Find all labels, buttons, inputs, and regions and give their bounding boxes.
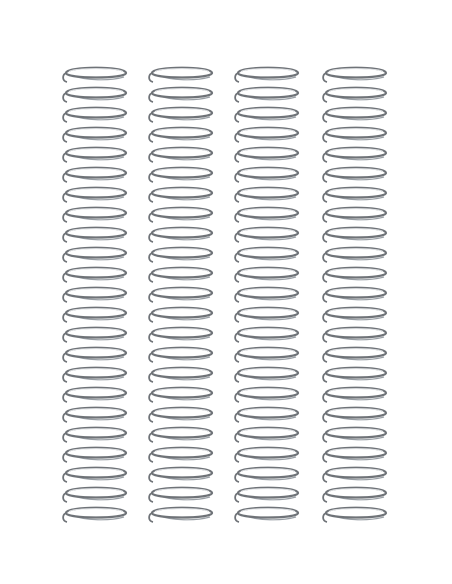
wire-loop (323, 468, 386, 482)
wire-loop (63, 248, 126, 262)
wire-loop (149, 208, 212, 222)
wire-loop (323, 368, 386, 382)
wire-loop (235, 268, 298, 282)
wire-loop (149, 408, 212, 422)
wire-loop (235, 168, 298, 182)
wire-loop (63, 168, 126, 182)
wire-spine-1 (63, 68, 126, 522)
wire-loop (235, 208, 298, 222)
wire-loop (323, 388, 386, 402)
wire-loop (149, 428, 212, 442)
wire-loop (149, 188, 212, 202)
wire-loop (63, 508, 126, 522)
wire-loop (235, 228, 298, 242)
wire-loop (149, 248, 212, 262)
wire-loop (63, 388, 126, 402)
wire-loop (149, 328, 212, 342)
wire-loop (149, 348, 212, 362)
wire-loop (323, 248, 386, 262)
wire-loop (323, 508, 386, 522)
wire-loop (63, 448, 126, 462)
wire-loop (63, 348, 126, 362)
wire-loop (323, 488, 386, 502)
wire-loop (63, 288, 126, 302)
wire-loop (323, 128, 386, 142)
wire-loop (149, 148, 212, 162)
wire-loop (63, 108, 126, 122)
wire-loop (235, 288, 298, 302)
wire-loop (323, 408, 386, 422)
wire-loop (235, 248, 298, 262)
wire-loop (235, 368, 298, 382)
wire-loop (63, 468, 126, 482)
wire-loop (63, 148, 126, 162)
wire-loop (63, 208, 126, 222)
wire-loop (235, 148, 298, 162)
wire-loop (323, 288, 386, 302)
wire-loop (149, 108, 212, 122)
wire-loop (323, 188, 386, 202)
wire-loop (149, 468, 212, 482)
wire-spine-2 (149, 68, 212, 522)
wire-loop (63, 368, 126, 382)
wire-loop (323, 148, 386, 162)
wire-loop (323, 208, 386, 222)
wire-loop (235, 348, 298, 362)
wire-loop (149, 168, 212, 182)
wire-loop (149, 288, 212, 302)
wire-loop (63, 488, 126, 502)
wire-loop (63, 128, 126, 142)
wire-loop (149, 68, 212, 82)
wire-loop (63, 408, 126, 422)
wire-loop (235, 388, 298, 402)
wire-loop (323, 348, 386, 362)
wire-loop (63, 308, 126, 322)
wire-loop (149, 488, 212, 502)
wire-loop (235, 68, 298, 82)
wire-loop (323, 448, 386, 462)
wire-loop (323, 428, 386, 442)
wire-loop (235, 428, 298, 442)
wire-loop (63, 268, 126, 282)
wire-loop (235, 88, 298, 102)
wire-loop (149, 268, 212, 282)
wire-loop (149, 308, 212, 322)
wire-loop (149, 448, 212, 462)
wire-loop (235, 108, 298, 122)
wire-loop (235, 308, 298, 322)
wire-loop (323, 308, 386, 322)
wire-loop (149, 368, 212, 382)
wire-loop (235, 328, 298, 342)
wire-spine-3 (235, 68, 298, 522)
wire-loop (63, 68, 126, 82)
spines-group (63, 68, 386, 522)
wire-loop (63, 228, 126, 242)
wire-loop (63, 428, 126, 442)
wire-loop (323, 68, 386, 82)
wire-loop (235, 128, 298, 142)
wire-loop (149, 388, 212, 402)
wire-loop (323, 108, 386, 122)
wire-loop (235, 488, 298, 502)
wire-loop (323, 268, 386, 282)
wire-loop (323, 328, 386, 342)
wire-loop (149, 88, 212, 102)
wire-loop (323, 228, 386, 242)
wire-loop (63, 88, 126, 102)
wire-loop (235, 468, 298, 482)
wire-loop (63, 188, 126, 202)
wire-loop (63, 328, 126, 342)
wire-loop (323, 168, 386, 182)
wire-loop (235, 408, 298, 422)
wire-loop (323, 88, 386, 102)
wire-loop (235, 188, 298, 202)
wire-loop (149, 508, 212, 522)
wire-loop (149, 228, 212, 242)
wire-spine-4 (323, 68, 386, 522)
wire-loop (235, 448, 298, 462)
wire-loop (235, 508, 298, 522)
wire-loop (149, 128, 212, 142)
